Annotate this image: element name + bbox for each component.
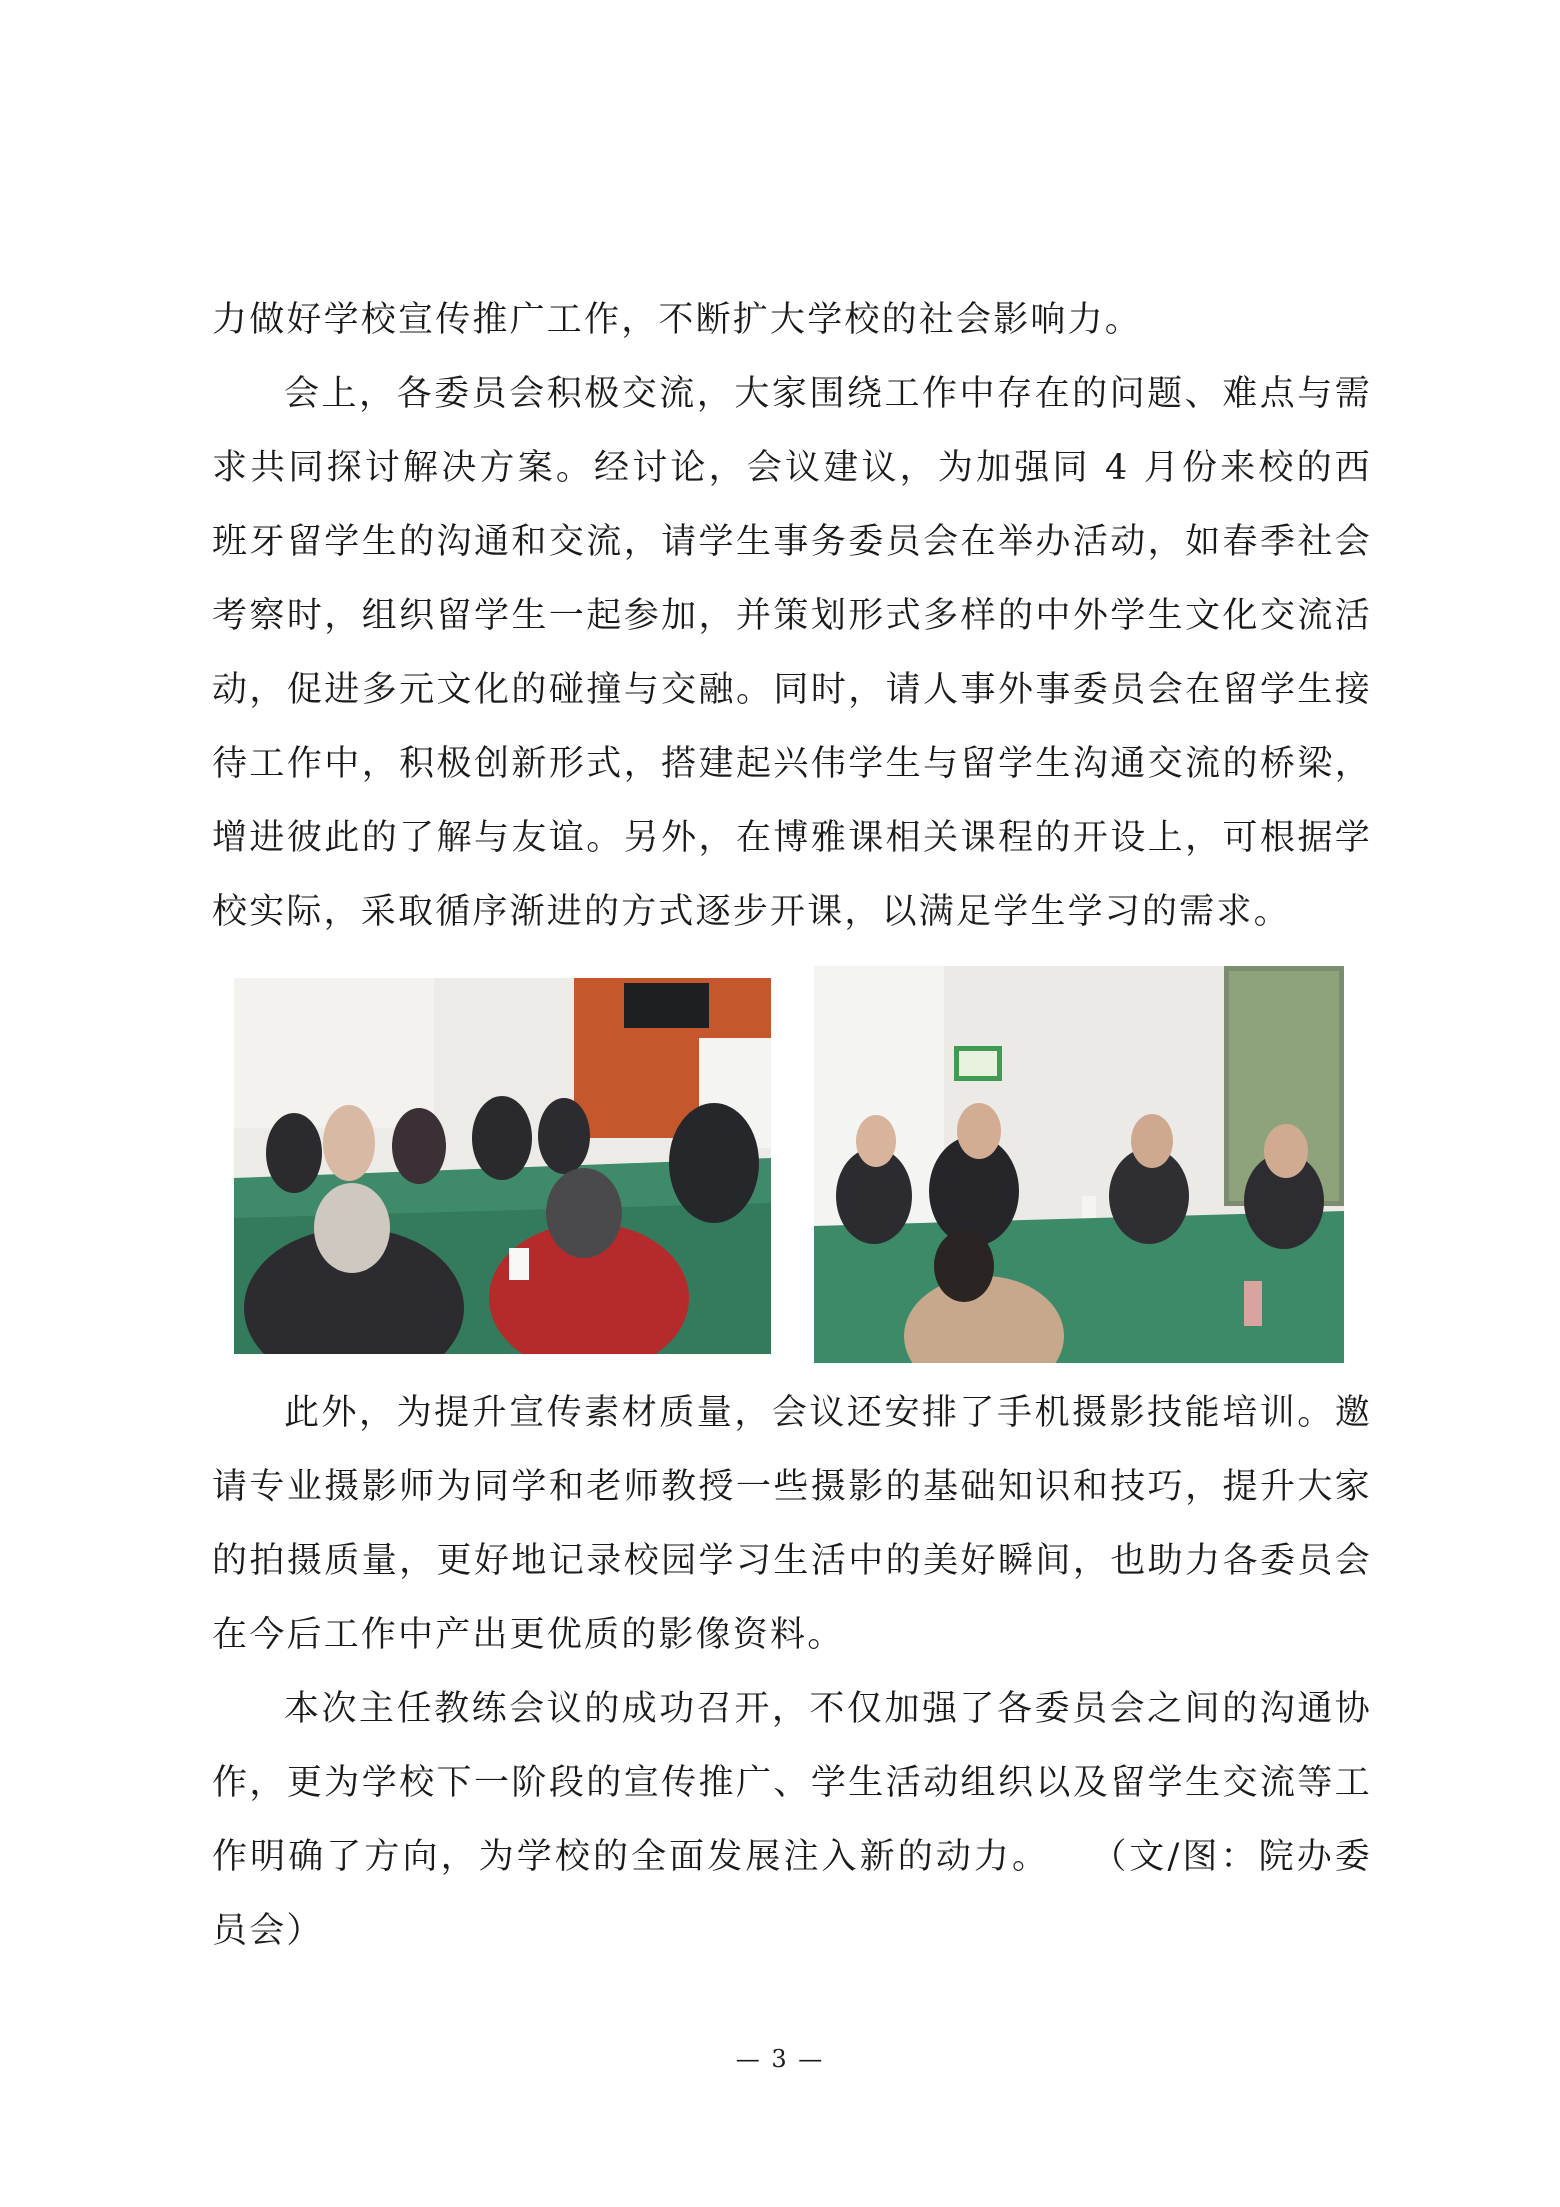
paragraph-continuation: 力做好学校宣传推广工作，不断扩大学校的社会影响力。 (212, 300, 1143, 340)
paragraph-photography-training: 此外，为提升宣传素材质量，会议还安排了手机摄影技能培训。邀请专业摄影师为同学和老师教授一些摄影的基础知识和技巧，提升大家的拍摄质量，更好地记录校园学习生活中的美好瞬间，也助力各委员会在今后工作中产出更优质的影像资料。 (212, 1393, 1372, 1655)
page-number: — 3 — (735, 2045, 825, 2073)
meeting-photo-left (234, 978, 771, 1354)
paragraph-meeting-discussion: 会上，各委员会积极交流，大家围绕工作中存在的问题、难点与需求共同探讨解决方案。经讨论，会议建议，为加强同 4 月份来校的西班牙留学生的沟通和交流，请学生事务委员会在举办活动，如春季社会考察时，组织留学生一起参加，并策划形式多样的中外学生文化交流活动，促进多元文化的碰撞与交融。同时，请人事外事委员会在留学生接待工作中，积极创新形式，搭建起兴伟学生与留学生沟通交流的桥梁，增进彼此的了解与友谊。另外，在博雅课相关课程的开设上，可根据学校实际，采取循序渐进的方式逐步开课，以满足学生学习的需求。 (212, 374, 1372, 932)
meeting-photo-right (814, 966, 1344, 1363)
paragraph-conclusion: 本次主任教练会议的成功召开，不仅加强了各委员会之间的沟通协作，更为学校下一阶段的宣传推广、学生活动组织以及留学生交流等工作明确了方向，为学校的全面发展注入新的动力。 （文/图：院办委员会） (212, 1689, 1372, 1951)
